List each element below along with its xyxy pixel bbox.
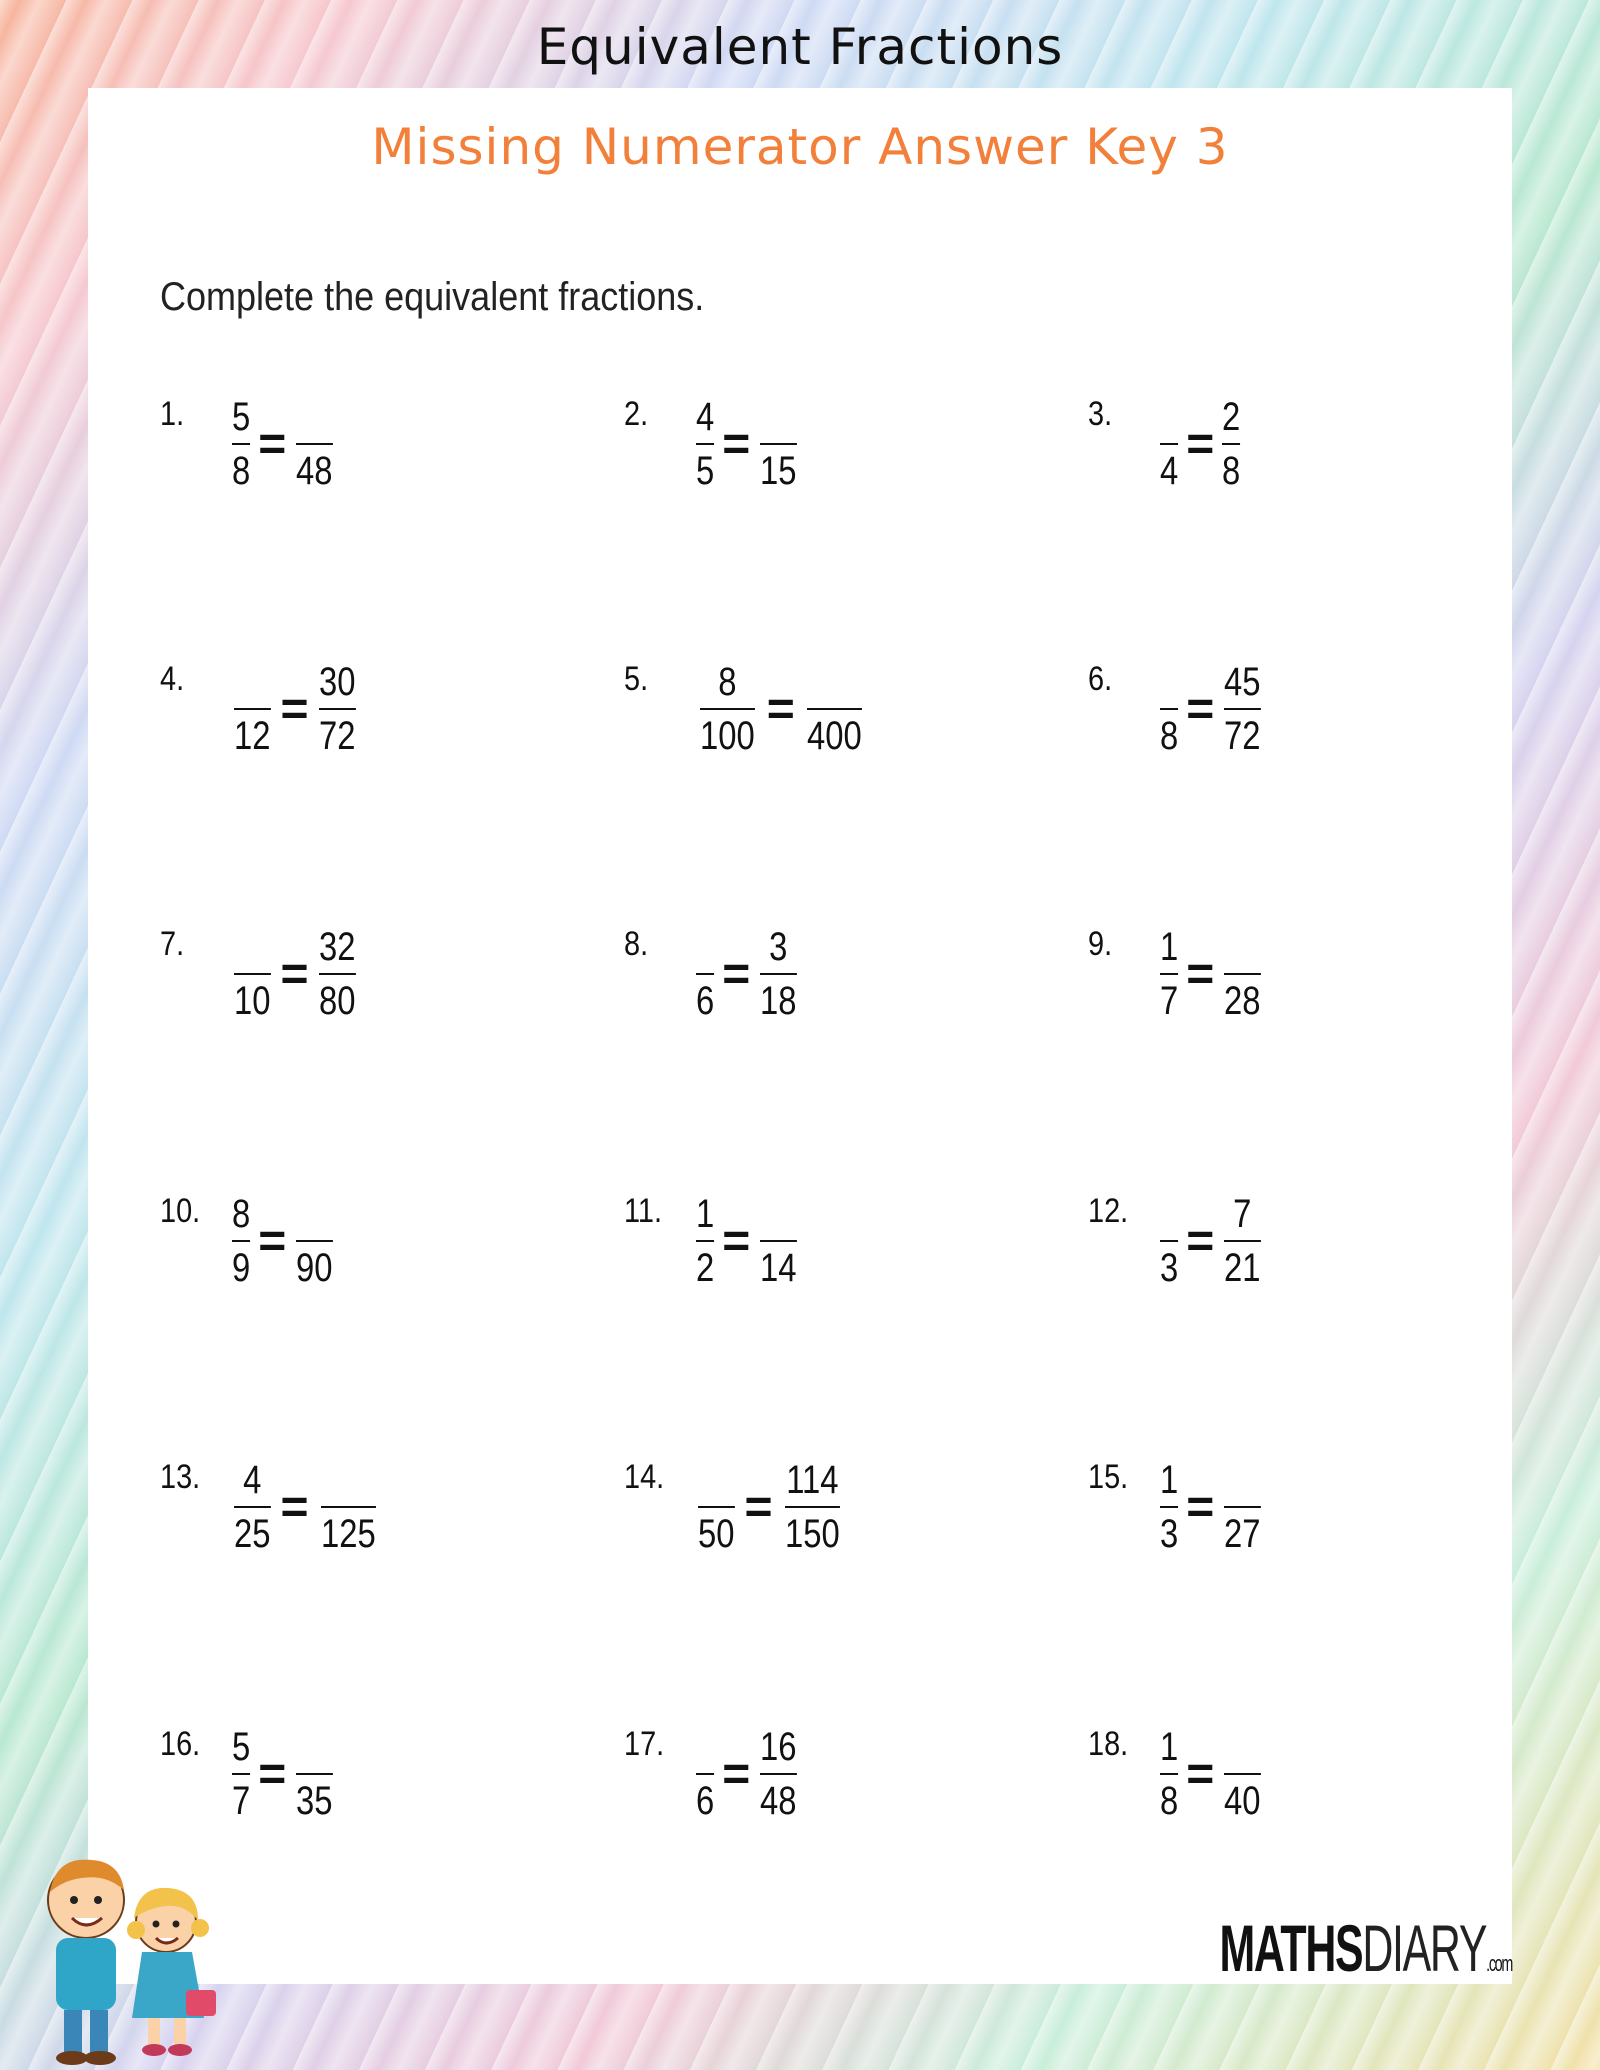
denominator: 100 (700, 714, 755, 758)
fraction (232, 1192, 250, 1290)
fraction-bar (700, 708, 755, 710)
equals-sign: = (1186, 682, 1215, 736)
numerator: 45 (1224, 660, 1261, 704)
denominator: 35 (296, 1779, 333, 1823)
denominator: 27 (1224, 1512, 1261, 1556)
denominator: 10 (234, 979, 271, 1023)
problem-number: 7. (160, 925, 185, 963)
fraction-bar (1160, 1773, 1178, 1775)
denominator: 8 (1160, 714, 1179, 758)
fraction-bar (696, 1773, 714, 1775)
numerator (1234, 925, 1252, 969)
equals-sign: = (258, 417, 287, 471)
numerator (243, 925, 261, 969)
fraction (232, 395, 250, 493)
fraction-equation (694, 660, 868, 758)
numerator (306, 1192, 324, 1236)
fraction (760, 395, 796, 493)
fraction-bar (319, 708, 355, 710)
numerator (1160, 660, 1178, 704)
problem-item (624, 1192, 801, 1312)
fraction-bar (760, 973, 796, 975)
numerator: 3 (769, 925, 788, 969)
problem-number: 1. (160, 395, 185, 433)
fraction (1160, 1192, 1178, 1290)
numerator (1234, 1458, 1252, 1502)
problem-item (1088, 1192, 1265, 1312)
fraction (234, 660, 270, 758)
fraction-bar (234, 973, 270, 975)
denominator: 7 (1160, 979, 1179, 1023)
fraction-equation (230, 660, 359, 758)
fraction-equation (230, 395, 337, 493)
numerator: 8 (232, 1192, 251, 1236)
fraction (1222, 395, 1240, 493)
problem-number: 8. (624, 925, 649, 963)
equals-sign: = (1186, 1747, 1215, 1801)
problem-item (160, 1192, 337, 1312)
denominator: 21 (1224, 1246, 1261, 1290)
numerator (1160, 395, 1178, 439)
equals-sign: = (1186, 1214, 1215, 1268)
problem-item (624, 1725, 801, 1845)
equals-sign: = (766, 682, 795, 736)
fraction (321, 1458, 376, 1556)
numerator (696, 925, 714, 969)
numerator (306, 1725, 324, 1769)
numerator: 5 (232, 395, 251, 439)
fraction (234, 1458, 270, 1556)
denominator: 7 (232, 1779, 251, 1823)
problem-item (160, 1458, 381, 1578)
fraction-bar (296, 1773, 332, 1775)
denominator: 6 (696, 979, 715, 1023)
denominator: 3 (1160, 1246, 1179, 1290)
fraction-equation (694, 1458, 845, 1556)
equals-sign: = (1186, 1480, 1215, 1534)
denominator: 125 (320, 1512, 376, 1556)
denominator: 90 (296, 1246, 333, 1290)
denominator: 72 (318, 714, 356, 758)
problem-item (624, 660, 868, 780)
fraction-bar (232, 1240, 250, 1242)
numerator: 114 (785, 1458, 839, 1502)
fraction (696, 1192, 714, 1290)
denominator: 48 (296, 449, 333, 493)
denominator: 6 (696, 1779, 715, 1823)
fraction-equation (1158, 1458, 1265, 1556)
fraction-equation (1158, 925, 1265, 1023)
problem-number: 12. (1088, 1192, 1129, 1230)
page-title: Equivalent Fractions (536, 18, 1064, 76)
fraction-bar (1224, 973, 1260, 975)
fraction (1224, 1458, 1260, 1556)
numerator (770, 1192, 788, 1236)
fraction (700, 660, 755, 758)
fraction (1224, 1725, 1260, 1823)
numerator: 30 (318, 660, 356, 704)
denominator: 40 (1224, 1779, 1261, 1823)
fraction-equation (1158, 395, 1243, 493)
fraction-equation (230, 1458, 381, 1556)
problem-number: 4. (160, 660, 185, 698)
fraction-bar (319, 973, 355, 975)
problem-number: 14. (624, 1458, 665, 1496)
fraction-equation (1158, 1192, 1265, 1290)
denominator: 18 (760, 979, 797, 1023)
fraction (234, 925, 270, 1023)
denominator: 28 (1224, 979, 1261, 1023)
fraction (296, 1725, 332, 1823)
numerator (1160, 1192, 1178, 1236)
fraction-bar (1160, 1240, 1178, 1242)
denominator: 25 (234, 1512, 271, 1556)
fraction-equation (1158, 1725, 1265, 1823)
fraction-bar (1224, 708, 1260, 710)
fraction-bar (234, 1506, 270, 1508)
fraction-equation (694, 395, 801, 493)
fraction-bar (1224, 1773, 1260, 1775)
page-subtitle: Missing Numerator Answer Key 3 (371, 118, 1229, 176)
equals-sign: = (722, 417, 751, 471)
fraction-equation (694, 1725, 801, 1823)
denominator: 9 (232, 1246, 251, 1290)
problem-item (1088, 395, 1243, 515)
numerator: 1 (1160, 1725, 1179, 1769)
mathsdiary-logo: MATHSDIARY.com (1219, 1911, 1512, 1985)
fraction (1160, 395, 1178, 493)
fraction (1224, 925, 1260, 1023)
equals-sign: = (258, 1214, 287, 1268)
fraction-bar (1160, 1506, 1178, 1508)
fraction-bar (1160, 708, 1178, 710)
fraction-bar (785, 1506, 840, 1508)
denominator: 12 (234, 714, 271, 758)
numerator: 16 (760, 1725, 797, 1769)
fraction (760, 1192, 796, 1290)
fraction-bar (760, 1240, 796, 1242)
numerator (707, 1458, 725, 1502)
numerator: 1 (696, 1192, 715, 1236)
fraction-bar (696, 1240, 714, 1242)
fraction-equation (1158, 660, 1265, 758)
fraction (1224, 660, 1260, 758)
fraction (696, 925, 714, 1023)
fraction-bar (760, 443, 796, 445)
problem-number: 3. (1088, 395, 1113, 433)
fraction-equation (694, 1192, 801, 1290)
problem-number: 15. (1088, 1458, 1129, 1496)
fraction-bar (232, 443, 250, 445)
denominator: 8 (1222, 449, 1241, 493)
problem-number: 16. (160, 1725, 201, 1763)
fraction-bar (296, 443, 332, 445)
problem-number: 10. (160, 1192, 201, 1230)
problem-number: 9. (1088, 925, 1113, 963)
problem-number: 17. (624, 1725, 665, 1763)
fraction (1160, 1725, 1178, 1823)
numerator: 4 (696, 395, 715, 439)
denominator: 2 (696, 1246, 715, 1290)
fraction (696, 395, 714, 493)
denominator: 4 (1160, 449, 1179, 493)
problem-number: 6. (1088, 660, 1113, 698)
equals-sign: = (1186, 947, 1215, 1001)
problem-item (1088, 660, 1265, 780)
fraction-bar (1222, 443, 1240, 445)
problem-number: 2. (624, 395, 649, 433)
numerator: 1 (1160, 1458, 1179, 1502)
problem-item (624, 395, 801, 515)
equals-sign: = (280, 947, 309, 1001)
fraction-bar (696, 443, 714, 445)
fraction-bar (760, 1773, 796, 1775)
fraction (296, 395, 332, 493)
numerator (243, 660, 261, 704)
fraction (698, 1458, 734, 1556)
numerator: 5 (232, 1725, 251, 1769)
problem-item (160, 395, 337, 515)
problem-item (1088, 1458, 1265, 1578)
problem-item (624, 925, 801, 1045)
fraction (1160, 1458, 1178, 1556)
fraction (760, 925, 796, 1023)
numerator: 32 (318, 925, 356, 969)
numerator: 2 (1222, 395, 1241, 439)
equals-sign: = (722, 1747, 751, 1801)
numerator: 7 (1233, 1192, 1252, 1236)
fraction (760, 1725, 796, 1823)
fraction-bar (1160, 973, 1178, 975)
denominator: 15 (760, 449, 797, 493)
fraction-equation (230, 1725, 337, 1823)
denominator: 150 (784, 1512, 840, 1556)
numerator (306, 395, 324, 439)
equals-sign: = (280, 682, 309, 736)
numerator (1234, 1725, 1252, 1769)
equals-sign: = (280, 1480, 309, 1534)
fraction-bar (1160, 443, 1178, 445)
fraction-bar (296, 1240, 332, 1242)
fraction-bar (234, 708, 270, 710)
denominator: 80 (318, 979, 356, 1023)
fraction-bar (1224, 1506, 1260, 1508)
numerator (696, 1725, 714, 1769)
denominator: 72 (1224, 714, 1261, 758)
equals-sign: = (258, 1747, 287, 1801)
equals-sign: = (722, 1214, 751, 1268)
problem-item (160, 1725, 337, 1845)
fraction (296, 1192, 332, 1290)
denominator: 3 (1160, 1512, 1179, 1556)
fraction (319, 925, 355, 1023)
instruction-text: Complete the equivalent fractions. (160, 275, 705, 319)
fraction-equation (694, 925, 801, 1023)
problem-item (624, 1458, 845, 1578)
fraction-equation (230, 1192, 337, 1290)
problem-number: 11. (624, 1192, 663, 1230)
problem-item (1088, 925, 1265, 1045)
denominator: 400 (806, 714, 862, 758)
numerator (770, 395, 788, 439)
fraction-bar (696, 973, 714, 975)
fraction (696, 1725, 714, 1823)
kids-illustration (16, 1840, 236, 2070)
denominator: 50 (698, 1512, 735, 1556)
problem-number: 18. (1088, 1725, 1129, 1763)
fraction (319, 660, 355, 758)
fraction-equation (230, 925, 359, 1023)
fraction (232, 1725, 250, 1823)
numerator: 4 (243, 1458, 262, 1502)
problem-item (160, 660, 359, 780)
fraction (1160, 660, 1178, 758)
denominator: 5 (696, 449, 715, 493)
numerator: 1 (1160, 925, 1179, 969)
fraction (807, 660, 862, 758)
denominator: 8 (232, 449, 251, 493)
equals-sign: = (722, 947, 751, 1001)
denominator: 8 (1160, 1779, 1179, 1823)
fraction-bar (807, 708, 862, 710)
problem-item (1088, 1725, 1265, 1845)
problem-number: 5. (624, 660, 649, 698)
fraction-bar (698, 1506, 734, 1508)
fraction-bar (1224, 1240, 1260, 1242)
numerator (825, 660, 843, 704)
equals-sign: = (744, 1480, 773, 1534)
numerator (339, 1458, 357, 1502)
equals-sign: = (1186, 417, 1215, 471)
fraction-bar (232, 1773, 250, 1775)
denominator: 14 (760, 1246, 797, 1290)
fraction (785, 1458, 840, 1556)
problem-item (160, 925, 359, 1045)
fraction-bar (321, 1506, 376, 1508)
denominator: 48 (760, 1779, 797, 1823)
fraction (1224, 1192, 1260, 1290)
problem-number: 13. (160, 1458, 201, 1496)
fraction (1160, 925, 1178, 1023)
numerator: 8 (718, 660, 737, 704)
